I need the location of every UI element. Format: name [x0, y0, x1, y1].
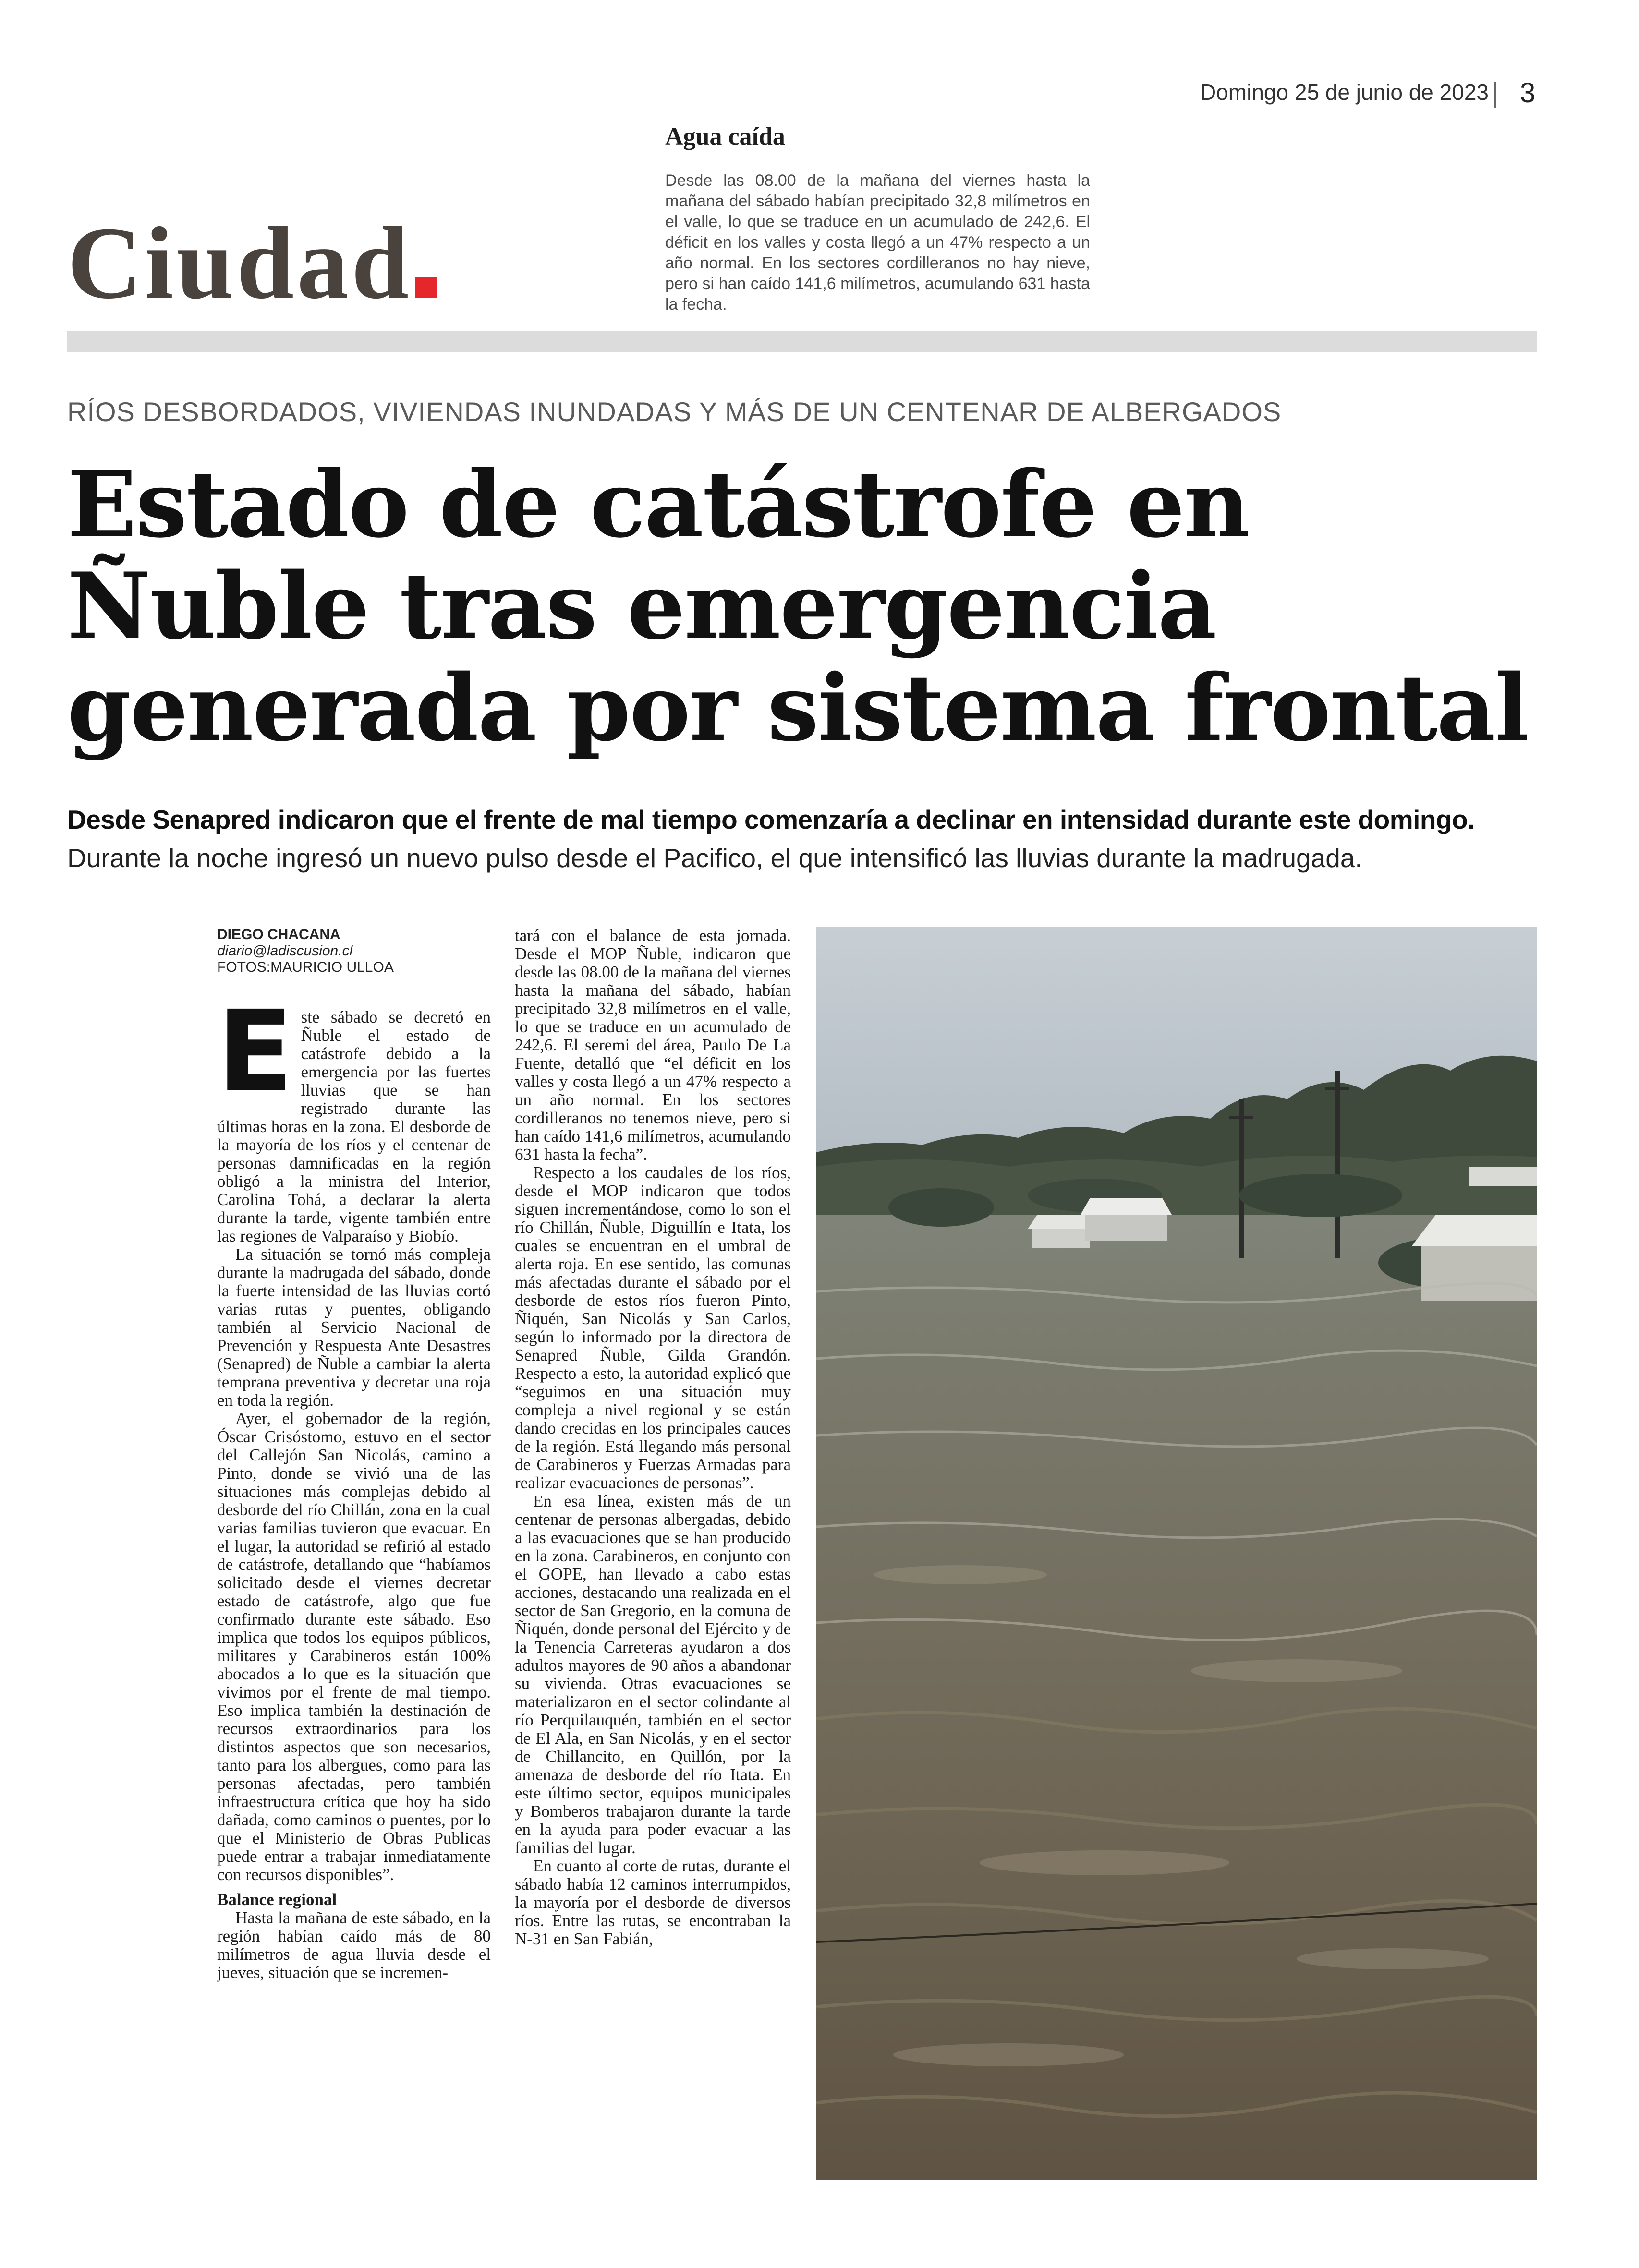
paragraph: Hasta la mañana de este sábado, en la región habían caído más de 80 milímetros de agua lluvia desde el jueves, situación que se incremen-	[217, 1908, 491, 1982]
deck-regular: Durante la noche ingresó un nuevo pulso desde el Pacifico, el que intensificó las lluvias durante la madrugada.	[67, 843, 1362, 873]
subheading: Balance regional	[217, 1890, 337, 1909]
deck-bold: Desde Senapred indicaron que el frente de mal tiempo comenzaría a declinar en intensidad durante este domingo.	[67, 805, 1475, 834]
paragraph: La situación se tornó más compleja durante la madrugada del sábado, donde la fuerte intensidad de las lluvias cortó varias rutas y puentes, obligando también al Servicio Nacional de Prevención y Respuesta Ante Desastres (Senapred) de Ñuble a cambiar la alerta temprana preventiva y decretar una roja en toda la región.	[217, 1245, 491, 1410]
section-title-text: Ciudad	[67, 205, 412, 320]
author-name: DIEGO CHACANA	[217, 927, 340, 942]
headline-line: Estado de catástrofe en	[67, 451, 1250, 558]
byline	[217, 927, 394, 976]
article-column-1	[217, 1008, 491, 2228]
author-email: diario@ladiscusion.cl	[217, 943, 353, 959]
paragraph: En esa línea, existen más de un centenar de personas albergadas, debido a las evacuaciones que se han producido en la zona. Carabineros, en conjunto con el GOPE, han llevado a cabo estas acciones, destacando una realizada en el sector de San Gregorio, en la comuna de Ñiquén, donde personal del Ejército y de la Tenencia Carreteras ayudaron a dos adultos mayores de 90 años a abandonar su vivienda. Otras evacuaciones se materializaron en el sector colindante al río Perquilauquén, también en el sector de El Ala, en San Nicolás, y en el sector de Chillancito, en Quillón, por la amenaza de desborde del río Itata. En este último sector, equipos municipales y Bomberos trabajaron durante la tarde en la ayuda para poder evacuar a las familias del lugar.	[515, 1492, 791, 1857]
paragraph: tará con el balance de esta jornada. Desde el MOP Ñuble, indicaron que desde las 08.00 de la mañana del viernes hasta la mañana del sábado, habían precipitado 32,8 milímetros en el valle, lo que se traduce en un acumulado de 242,6. El seremi del área, Paulo De La Fuente, detalló que “el déficit en los valles y costa llegó a un 47% respecto a un año normal. En los sectores cordilleranos no tenemos nieve, pero si han caído 141,6 milímetros, acumulando 631 hasta la fecha”.	[515, 927, 791, 1164]
drop-cap: E	[217, 1008, 293, 1116]
paragraph: Ayer, el gobernador de la región, Óscar Crisóstomo, estuvo en el sector del Callejón San Nicolás, camino a Pinto, donde se vivió una de las situaciones más complejas debido al desborde del río Chillán, zona en la cual varias familias tuvieron que evacuar. En el lugar, la autoridad se refirió al estado de catástrofe, detallando que “habíamos solicitado desde el viernes decretar estado de catástrofe, algo que fue confirmado durante este sábado. Eso implica que todos los equipos públicos, militares y Carabineros están 100% abocados a lo que es la situación que vivimos por el frente de mal tiempo. Eso implica también la destinación de recursos extraordinarios para los distintos aspectos que son necesarios, tanto para los albergues, como para las personas afectadas, pero también infraestructura crítica que hoy ha sido dañada, como caminos o puentes, por lo que el Ministerio de Obras Publicas puede entrar a trabajar inmediatamente con recursos disponibles”.	[217, 1409, 491, 1884]
header-divider	[1494, 82, 1496, 108]
sidebar-text: Desde las 08.00 de la mañana del viernes hasta la mañana del sábado habían precipitado 32,8 milímetros en el valle, lo que se traduce en un acumulado de 242,6. El déficit en los valles y costa llegó a un 47% respecto a un año normal. En los sectores cordilleranos no hay nieve, pero si han caído 141,6 milímetros, acumulando 631 hasta la fecha.	[665, 171, 1090, 314]
flood-photo	[816, 927, 1537, 2180]
paragraph: Respecto a los caudales de los ríos, desde el MOP indicaron que todos siguen incrementándose, como lo son el río Chillán, Ñuble, Diguillín e Itata, los cuales se encuentran en el umbral de alerta roja. En ese sentido, las comunas más afectadas durante el sábado por el desborde de estos ríos fueron Pinto, Ñiquén, San Nicolás y San Carlos, según lo informado por la directora de Senapred Ñuble, Gilda Grandón. Respecto a esto, la autoridad explicó que “seguimos en una situación muy compleja a nivel regional y se están dando crecidas en los principales cauces de la región. Está llegando más personal de Carabineros y Fuerzas Armadas para realizar evacuaciones de personas”.	[515, 1163, 791, 1492]
article-column-2	[515, 927, 791, 2228]
photo-credit: FOTOS:MAURICIO ULLOA	[217, 959, 394, 975]
headline	[67, 451, 1556, 761]
section-title	[67, 205, 437, 320]
page-number: 3	[1520, 77, 1536, 109]
headline-line: generada por sistema frontal	[67, 654, 1529, 761]
paragraph: ste sábado se decretó en Ñuble el estado de catástrofe debido a la emergencia por las fuertes lluvias que se han registrado durante las últimas horas en la zona. El desborde de la mayoría de los ríos y el centenar de personas damnificadas en la región obligó a la ministra del Interior, Carolina Tohá, a declarar la alerta durante la tarde, vigente también entre las regiones de Valparaíso y Biobío.	[217, 1008, 491, 1245]
section-dot	[415, 277, 437, 298]
kicker: RÍOS DESBORDADOS, VIVIENDAS INUNDADAS Y MÁS DE UN CENTENAR DE ALBERGADOS	[67, 397, 1282, 427]
headline-line: Ñuble tras emergencia	[67, 553, 1216, 660]
paragraph: En cuanto al corte de rutas, durante el sábado había 12 caminos interrumpidos, la mayoría por el desborde de diversos ríos. Entre las rutas, se encontraban la N-31 en San Fabián,	[515, 1857, 791, 1948]
sidebar-title: Agua caída	[665, 123, 785, 150]
issue-date: Domingo 25 de junio de 2023	[1200, 80, 1489, 105]
section-rule	[67, 331, 1537, 352]
